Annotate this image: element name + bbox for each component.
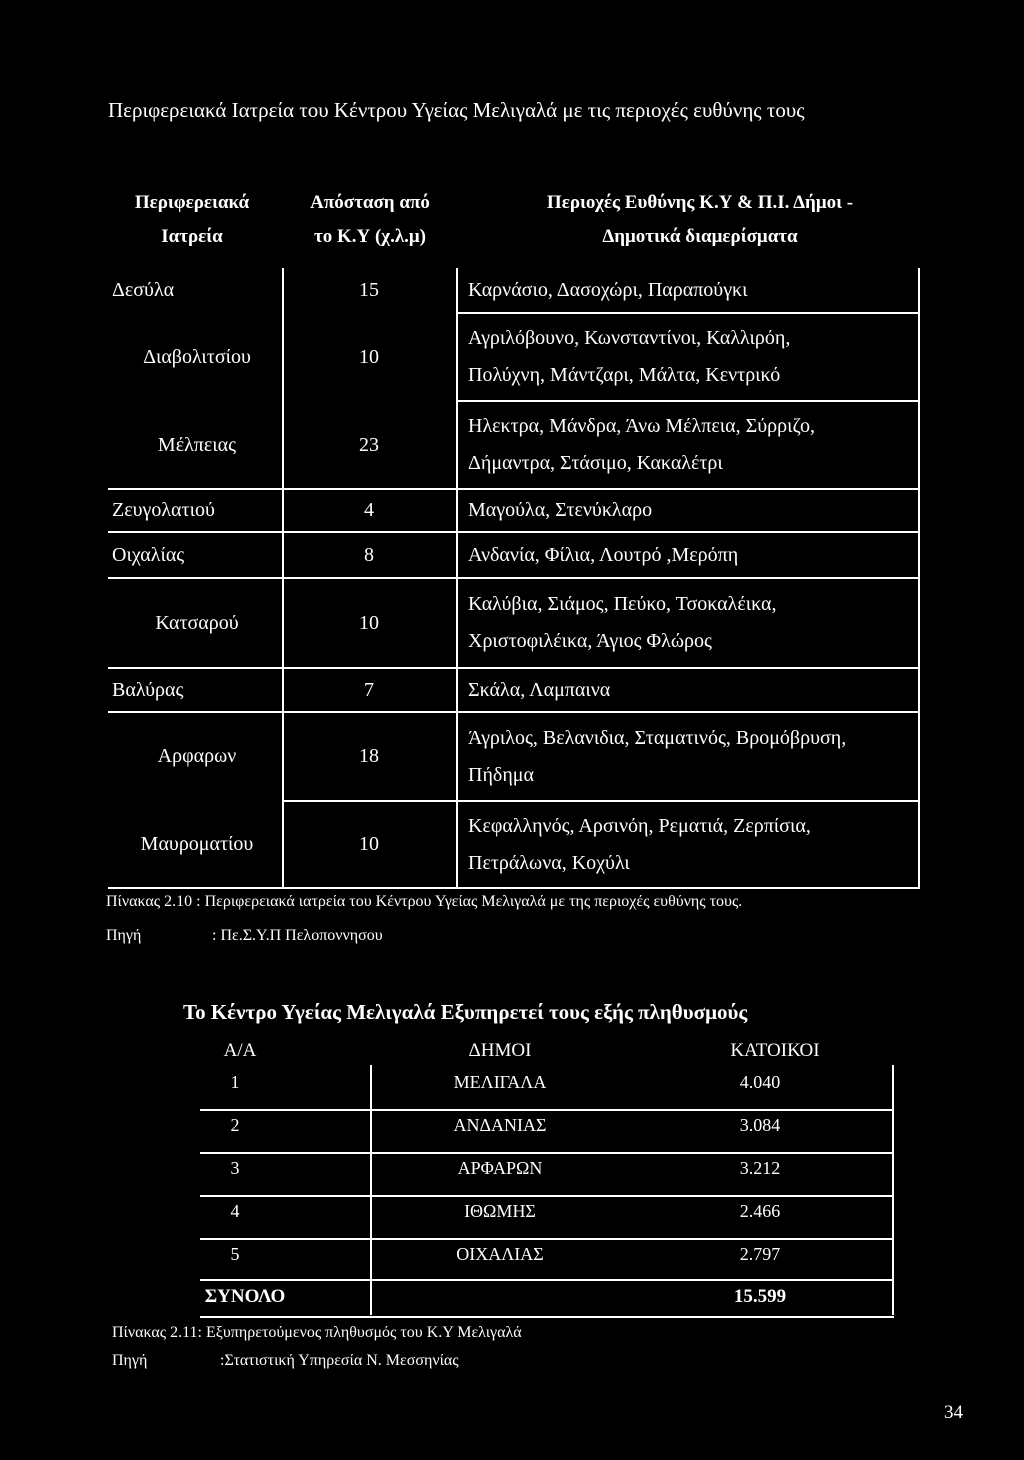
row-municipality: ΟΙΧΑΛΙΑΣ — [456, 1244, 544, 1264]
row-divider — [200, 1279, 894, 1281]
clinic-distance: 10 — [359, 345, 379, 368]
row-divider — [200, 1238, 894, 1240]
header-aa: Α/Α — [223, 1040, 257, 1061]
table-bottom-border — [108, 887, 920, 889]
table-right-border — [918, 268, 920, 889]
clinic-areas: Αγριλόβουνο, Κωνσταντίνοι, Καλλιρόη, Πολύχνη, Μάντζαρι, Μάλτα, Κεντρικό — [468, 327, 791, 386]
clinic-name: Δεσύλα — [112, 279, 175, 301]
header-clinics-line1: Περιφερειακά — [134, 192, 250, 213]
table1-source-value: : Πε.Σ.Υ.Π Πελοποννησου — [212, 927, 383, 944]
clinic-name: Κατσαρού — [155, 611, 239, 634]
total-label: ΣΥΝΟΛΟ — [204, 1286, 286, 1307]
header-residents: ΚΑΤΟΙΚΟΙ — [730, 1040, 820, 1061]
clinic-name: Αρφαρων — [157, 745, 237, 767]
clinic-name: Ζευγολατιού — [112, 499, 215, 521]
clinic-name: Διαβολιτσίου — [143, 345, 251, 368]
table1-caption: Πίνακας 2.10 : Περιφερειακά ιατρεία του Κέντρου Υγείας Μελιγαλά με της περιοχές ευθύνης τους. — [106, 893, 743, 910]
clinic-name: Βαλύρας — [112, 678, 184, 701]
row-residents: 4.040 — [739, 1072, 781, 1092]
clinic-distance: 15 — [359, 279, 379, 301]
header-areas-line2: Δημοτικά διαμερίσματα — [602, 226, 798, 247]
header-distance-line1: Απόσταση από — [310, 192, 430, 213]
table2-caption: Πίνακας 2.11: Εξυπηρετούμενος πληθυσμός του Κ.Υ Μελιγαλά — [112, 1324, 522, 1341]
population-table-title: Το Κέντρο Υγείας Μελιγαλά Εξυπηρετεί τους εξής πληθυσμούς — [183, 1000, 748, 1024]
row-municipality: ΜΕΛΙΓΑΛΑ — [453, 1072, 547, 1092]
row-aa: 5 — [230, 1244, 240, 1264]
table2-source-value: :Στατιστική Υπηρεσία Ν. Μεσσηνίας — [220, 1352, 459, 1369]
header-areas-line1: Περιοχές Ευθύνης Κ.Υ & Π.Ι. Δήμοι - — [546, 192, 854, 213]
row-residents: 2.466 — [739, 1201, 781, 1221]
clinic-areas: Καρνάσιο, Δασοχώρι, Παραπούγκι — [468, 279, 748, 301]
row-divider — [200, 1109, 894, 1111]
row-municipality: ΑΝΔΑΝΙΑΣ — [453, 1115, 547, 1135]
column-divider — [370, 1065, 372, 1315]
clinic-distance: 7 — [364, 678, 374, 701]
table1-source-label: Πηγή — [106, 927, 142, 944]
row-aa: 3 — [230, 1158, 240, 1178]
header-municipalities: ΔΗΜΟΙ — [468, 1040, 532, 1061]
row-residents: 3.084 — [739, 1115, 781, 1135]
row-residents: 3.212 — [739, 1158, 781, 1178]
page-title: Περιφερειακά Ιατρεία του Κέντρου Υγείας Μελιγαλά με τις περιοχές ευθύνης τους — [108, 98, 805, 122]
table-bottom-border — [200, 1316, 894, 1318]
column-divider — [456, 268, 458, 889]
header-areas — [480, 186, 920, 254]
total-value: 15.599 — [733, 1286, 787, 1307]
row-municipality: ΙΘΩΜΗΣ — [464, 1201, 536, 1221]
row-divider — [200, 1195, 894, 1197]
clinic-name: Μέλπειας — [157, 433, 237, 456]
clinic-distance: 10 — [359, 833, 379, 855]
header-clinics — [112, 186, 272, 254]
clinic-areas: Άγριλος, Βελανιδια, Σταματινός, Βρομόβρυση, Πήδημα — [468, 726, 847, 786]
clinic-distance: 23 — [359, 433, 379, 456]
table2-source-label: Πηγή — [112, 1352, 148, 1369]
clinic-areas: Σκάλα, Λαμπαινα — [468, 678, 611, 701]
row-residents: 2.797 — [739, 1244, 781, 1264]
clinic-areas: Ανδανία, Φίλια, Λουτρό ,Μερόπη — [468, 543, 739, 566]
clinic-areas: Κεφαλληνός, Αρσινόη, Ρεματιά, Ζερπίσια, Πετράλωνα, Κοχύλι — [468, 814, 811, 874]
row-aa: 1 — [230, 1072, 240, 1092]
header-clinics-line2: Ιατρεία — [161, 226, 223, 247]
header-distance-line2: το Κ.Υ (χ.λ.μ) — [313, 226, 427, 247]
clinic-distance: 4 — [364, 499, 374, 521]
row-municipality: ΑΡΦΑΡΩΝ — [457, 1158, 543, 1178]
page-number: 34 — [944, 1402, 963, 1423]
clinic-name: Οιχαλίας — [112, 543, 185, 566]
clinic-areas: Ηλεκτρα, Μάνδρα, Άνω Μέλπεια, Σύρριζο, Δήμαντρα, Στάσιμο, Κακαλέτρι — [468, 415, 816, 474]
row-divider — [200, 1152, 894, 1154]
clinic-areas: Καλύβια, Σιάμος, Πεύκο, Τσοκαλέικα, Χριστοφιλέικα, Άγιος Φλώρος — [468, 593, 777, 652]
header-distance — [290, 186, 450, 254]
clinic-distance: 8 — [364, 543, 374, 566]
row-aa: 2 — [230, 1115, 240, 1135]
table-right-border — [892, 1065, 894, 1315]
clinic-distance: 18 — [359, 745, 379, 767]
clinic-areas: Μαγούλα, Στενύκλαρο — [468, 499, 653, 521]
row-aa: 4 — [230, 1201, 240, 1221]
clinic-distance: 10 — [359, 611, 379, 634]
clinic-name: Μαυροματίου — [140, 833, 254, 855]
